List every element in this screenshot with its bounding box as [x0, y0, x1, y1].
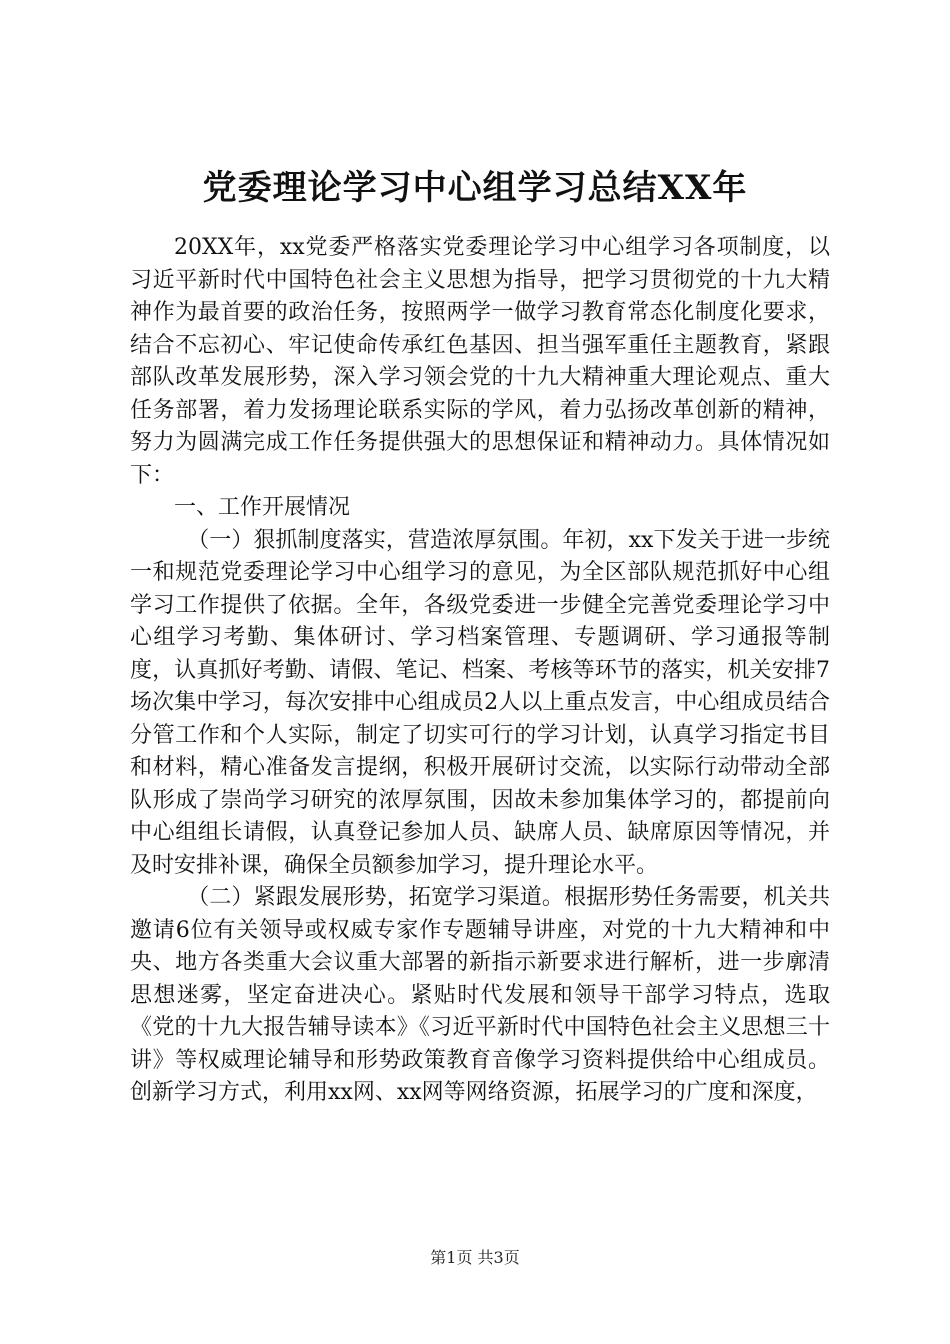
document-title: 党委理论学习中心组学习总结XX年 — [202, 168, 748, 208]
subsection-paragraph-2: （二）紧跟发展形势，拓宽学习渠道。根据形势任务需要，机关共邀请6位有关领导或权威专家作专题辅导讲座，对党的十九大精神和中央、地方各类重大会议重大部署的新指示新要求进行解析，进一步廓清思想迷雾，坚定奋进决心。紧贴时代发展和领导干部学习特点，选取《党的十九大报告辅导读本》《习近平新时代中国特色社会主义思想三十讲》等权威理论辅导和形势政策教育音像学习资料提供给中心组成员。创新学习方式，利用xx网、xx网等网络资源，拓展学习的广度和深度， — [130, 885, 830, 1105]
section-heading: 一、工作开展情况 — [174, 495, 351, 520]
document-body — [130, 232, 830, 1110]
subsection-paragraph-1: （一）狠抓制度落实，营造浓厚氛围。年初，xx下发关于进一步统一和规范党委理论学习中心组学习的意见，为全区部队规范抓好中心组学习工作提供了依据。全年，各级党委进一步健全完善党委理论学习中心组学习考勤、集体研讨、学习档案管理、专题调研、学习通报等制度，认真抓好考勤、请假、笔记、档案、考核等环节的落实，机关安排7场次集中学习，每次安排中心组成员2人以上重点发言，中心组成员结合分管工作和个人实际，制定了切实可行的学习计划，认真学习指定书目和材料，精心准备发言提纲，积极开展研讨交流，以实际行动带动全部队形成了崇尚学习研究的浓厚氛围，因故未参加集体学习的，都提前向中心组组长请假，认真登记参加人员、缺席人员、缺席原因等情况，并及时安排补课，确保全员额参加学习，提升理论水平。 — [130, 527, 830, 878]
page-number-footer: 第1页 共3页 — [430, 1248, 520, 1267]
intro-paragraph: 20XX年，xx党委严格落实党委理论学习中心组学习各项制度，以习近平新时代中国特色社会主义思想为指导，把学习贯彻党的十九大精神作为最首要的政治任务，按照两学一做学习教育常态化制度化要求，结合不忘初心、牢记使命传承红色基因、担当强军重任主题教育，紧跟部队改革发展形势，深入学习领会党的十九大精神重大理论观点、重大任务部署，着力发扬理论联系实际的学风，着力弘扬改革创新的精神，努力为圆满完成工作任务提供强大的思想保证和精神动力。具体情况如下： — [130, 235, 830, 488]
